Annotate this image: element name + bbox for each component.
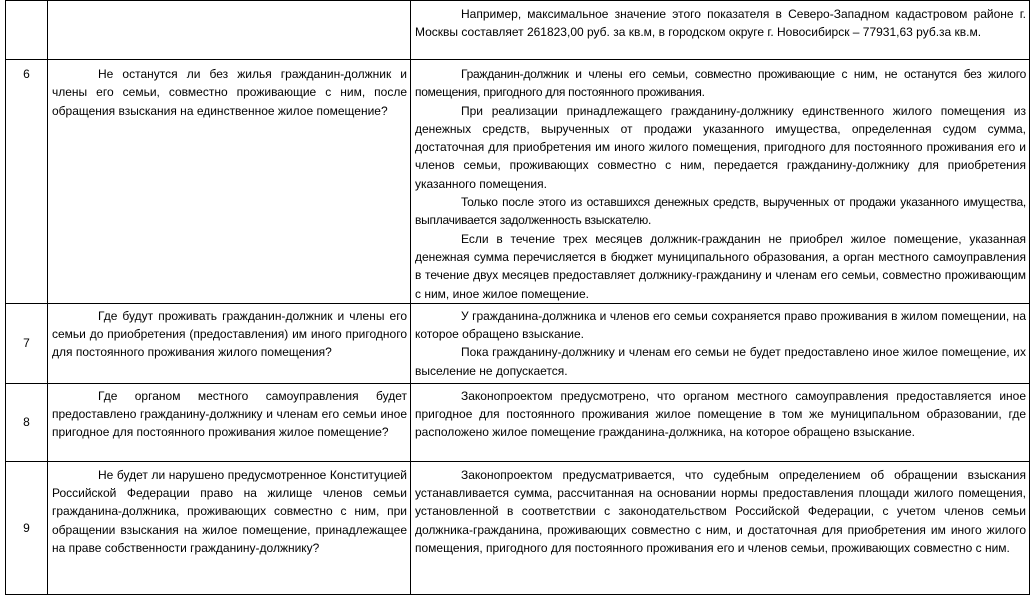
question-cell [48, 461, 411, 594]
question-text: Где органом местного самоуправления будет предоставлено гражданину-должнику и членам его семьи иное пригодное для постоянного проживания жилое помещение? [52, 388, 407, 440]
question-text: Не останутся ли без жилья гражданин-должник и члены его семьи, совместно проживающие с ним, после обращения взыскания на единственное жилое помещение? [52, 67, 407, 118]
row-number-cell: 8 [6, 383, 48, 461]
question-cell [48, 383, 411, 461]
answer-cell [411, 60, 1030, 304]
question-cell [48, 303, 411, 383]
answer-paragraph: У гражданина-должника и членов его семьи сохраняется право проживания в жилом помещении, на которое обращено взыскание. [415, 308, 1026, 342]
question-text: Не будет ли нарушено предусмотренное Конституцией Российской Федерации право на жилище членов семьи гражданина-должника, проживающих совместно с ним, при обращении взыскания на жилое помещение, принадлежащее на праве собственности гражданину-должнику? [52, 467, 407, 556]
row-number-cell: 7 [6, 303, 48, 383]
answer-paragraph: Законопроектом предусмотрено, что органом местного самоуправления предоставляется иное пригодное для постоянного проживания жилое помещение в том же муниципальном образовании, где расположено жилое помещение гражданина-должника, на которое обращено взыскание. [415, 388, 1026, 440]
table-row [6, 1, 1030, 60]
table-row [6, 461, 1030, 594]
answer-cell [411, 303, 1030, 383]
question-text: Где будут проживать гражданин-должник и члены его семьи до приобретения (предоставления) им иного пригодного для постоянного проживания жилого помещения? [52, 308, 407, 360]
row-number-cell: 9 [6, 461, 48, 594]
table-row [6, 383, 1030, 461]
answer-cell [411, 1, 1030, 60]
answer-paragraph: Законопроектом предусматривается, что судебным определением об обращении взыскания устанавливается сумма, рассчитанная на основании нормы предоставления площади жилого помещения, установленной в соответствии с законодательством Российской Федерации, с учетом членов семьи должника-гражданина, проживающих совместно с ним, и достаточная для приобретения им иного жилого помещения, пригодного для постоянного проживания его и членов семьи, проживающих совместно с ним. [415, 467, 1026, 556]
answer-paragraph: Например, максимальное значение этого показателя в Северо-Западном кадастровом районе г. Москвы составляет 261823,00 руб. за кв.м, в городском округе г. Новосибирск – 77931,63 руб.за кв.м. [415, 7, 1026, 40]
table-row [6, 303, 1030, 383]
question-cell [48, 60, 411, 304]
row-number-cell: 6 [6, 60, 48, 304]
table-row [6, 60, 1030, 304]
answer-paragraph: Если в течение трех месяцев должник-гражданин не приобрел жилое помещение, указанная денежная сумма перечисляется в бюджет муниципального образования, а орган местного самоуправления в течение двух месяцев предоставляет должнику-гражданину и членам его семьи, совместно проживающим с ним, иное жилое помещение. [415, 231, 1026, 301]
qa-table [5, 0, 1030, 595]
answer-paragraph: При реализации принадлежащего гражданину-должнику единственного жилого помещения из денежных средств, вырученных от продажи указанного имущества, определенная судом сумма, достаточная для приобретения им иного жилого помещения, пригодного для постоянного проживания его и членов семьи, проживающих совместно с ним, передается гражданину-должнику для приобретения указанного помещения. [415, 103, 1026, 191]
answer-paragraph: Гражданин-должник и члены его семьи, совместно проживающие с ним, не останутся без жилого помещения, пригодного для постоянного проживания. [415, 67, 1026, 100]
question-cell [48, 1, 411, 60]
row-number-cell [6, 1, 48, 60]
answer-cell [411, 383, 1030, 461]
answer-paragraph: Только после этого из оставшихся денежных средств, вырученных от продажи указанного имущества, выплачивается задолженность взыскателю. [415, 195, 1026, 228]
answer-cell [411, 461, 1030, 594]
answer-paragraph: Пока гражданину-должнику и членам его семьи не будет предоставлено иное жилое помещение, их выселение не допускается. [415, 345, 1026, 378]
